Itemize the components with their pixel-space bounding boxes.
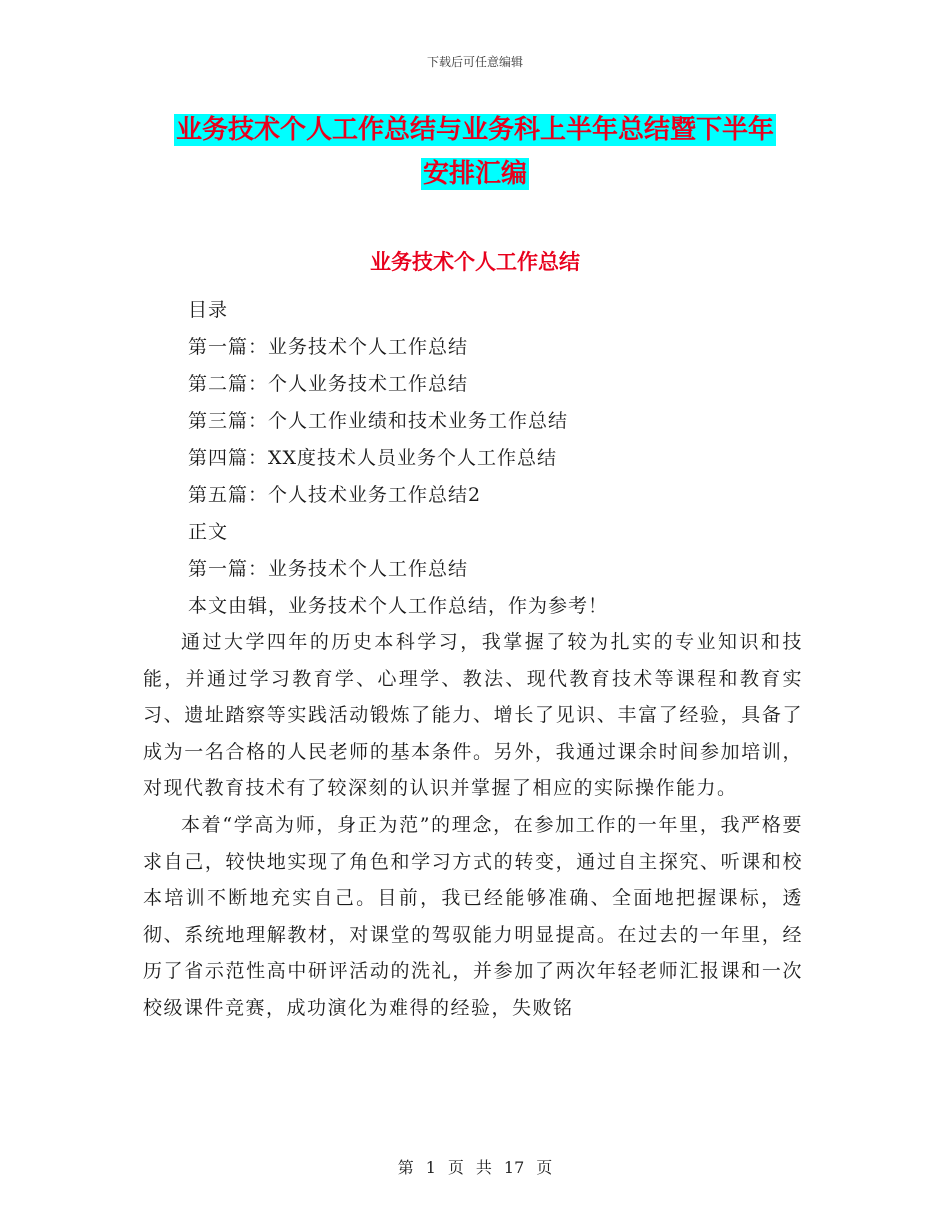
footer-mid: 页	[447, 1158, 464, 1177]
document-subtitle: 业务技术个人工作总结	[370, 250, 580, 274]
toc-heading: 目录	[188, 299, 229, 321]
section-title: 第一篇：业务技术个人工作总结	[188, 558, 469, 580]
paragraph: 本着“学高为师，身正为范”的理念，在参加工作的一年里，我严格要求自己，较快地实现了角色和学习方式的转变，通过自主探究、听课和校本培训不断地充实自己。目前，我已经能够准确、全面地把握课标，透彻、系统地理解教材，对课堂的驾驭能力明显提高。在过去的一年里，经历了省示范性高中研评活动的洗礼，并参加了两次年轻老师汇报课和一次校级课件竞赛，成功演化为难得的经验，失败铭	[143, 813, 803, 1019]
body-text	[143, 624, 803, 1027]
page-number: 1	[425, 1158, 436, 1177]
document-title-line-1: 业务技术个人工作总结与业务科上半年总结暨下半年	[175, 115, 774, 145]
footer-suffix: 页	[536, 1158, 553, 1177]
toc-item: 第二篇：个人业务技术工作总结	[188, 373, 469, 395]
footer-prefix: 第	[397, 1158, 414, 1177]
body-heading: 正文	[188, 521, 229, 543]
intro-line: 本文由辑，业务技术个人工作总结，作为参考！	[188, 595, 609, 617]
page-footer	[0, 1155, 950, 1178]
table-of-contents	[188, 292, 828, 625]
footer-total-label: 共	[475, 1158, 492, 1177]
header-note: 下载后可任意编辑	[426, 55, 523, 69]
toc-item: 第一篇：业务技术个人工作总结	[188, 336, 469, 358]
toc-item: 第五篇：个人技术业务工作总结2	[188, 484, 482, 506]
toc-item: 第三篇：个人工作业绩和技术业务工作总结	[188, 410, 569, 432]
paragraph: 通过大学四年的历史本科学习，我掌握了较为扎实的专业知识和技能，并通过学习教育学、心理学、教法、现代教育技术等课程和教育实习、遗址踏察等实践活动锻炼了能力、增长了见识、丰富了经验，具备了成为一名合格的人民老师的基本条件。另外，我通过课余时间参加培训，对现代教育技术有了较深刻的认识并掌握了相应的实际操作能力。	[143, 631, 803, 800]
toc-item: 第四篇：XX度技术人员业务个人工作总结	[188, 447, 558, 469]
page-total: 17	[503, 1158, 525, 1177]
document-title	[0, 108, 950, 196]
document-title-line-2: 安排汇编	[422, 159, 527, 189]
